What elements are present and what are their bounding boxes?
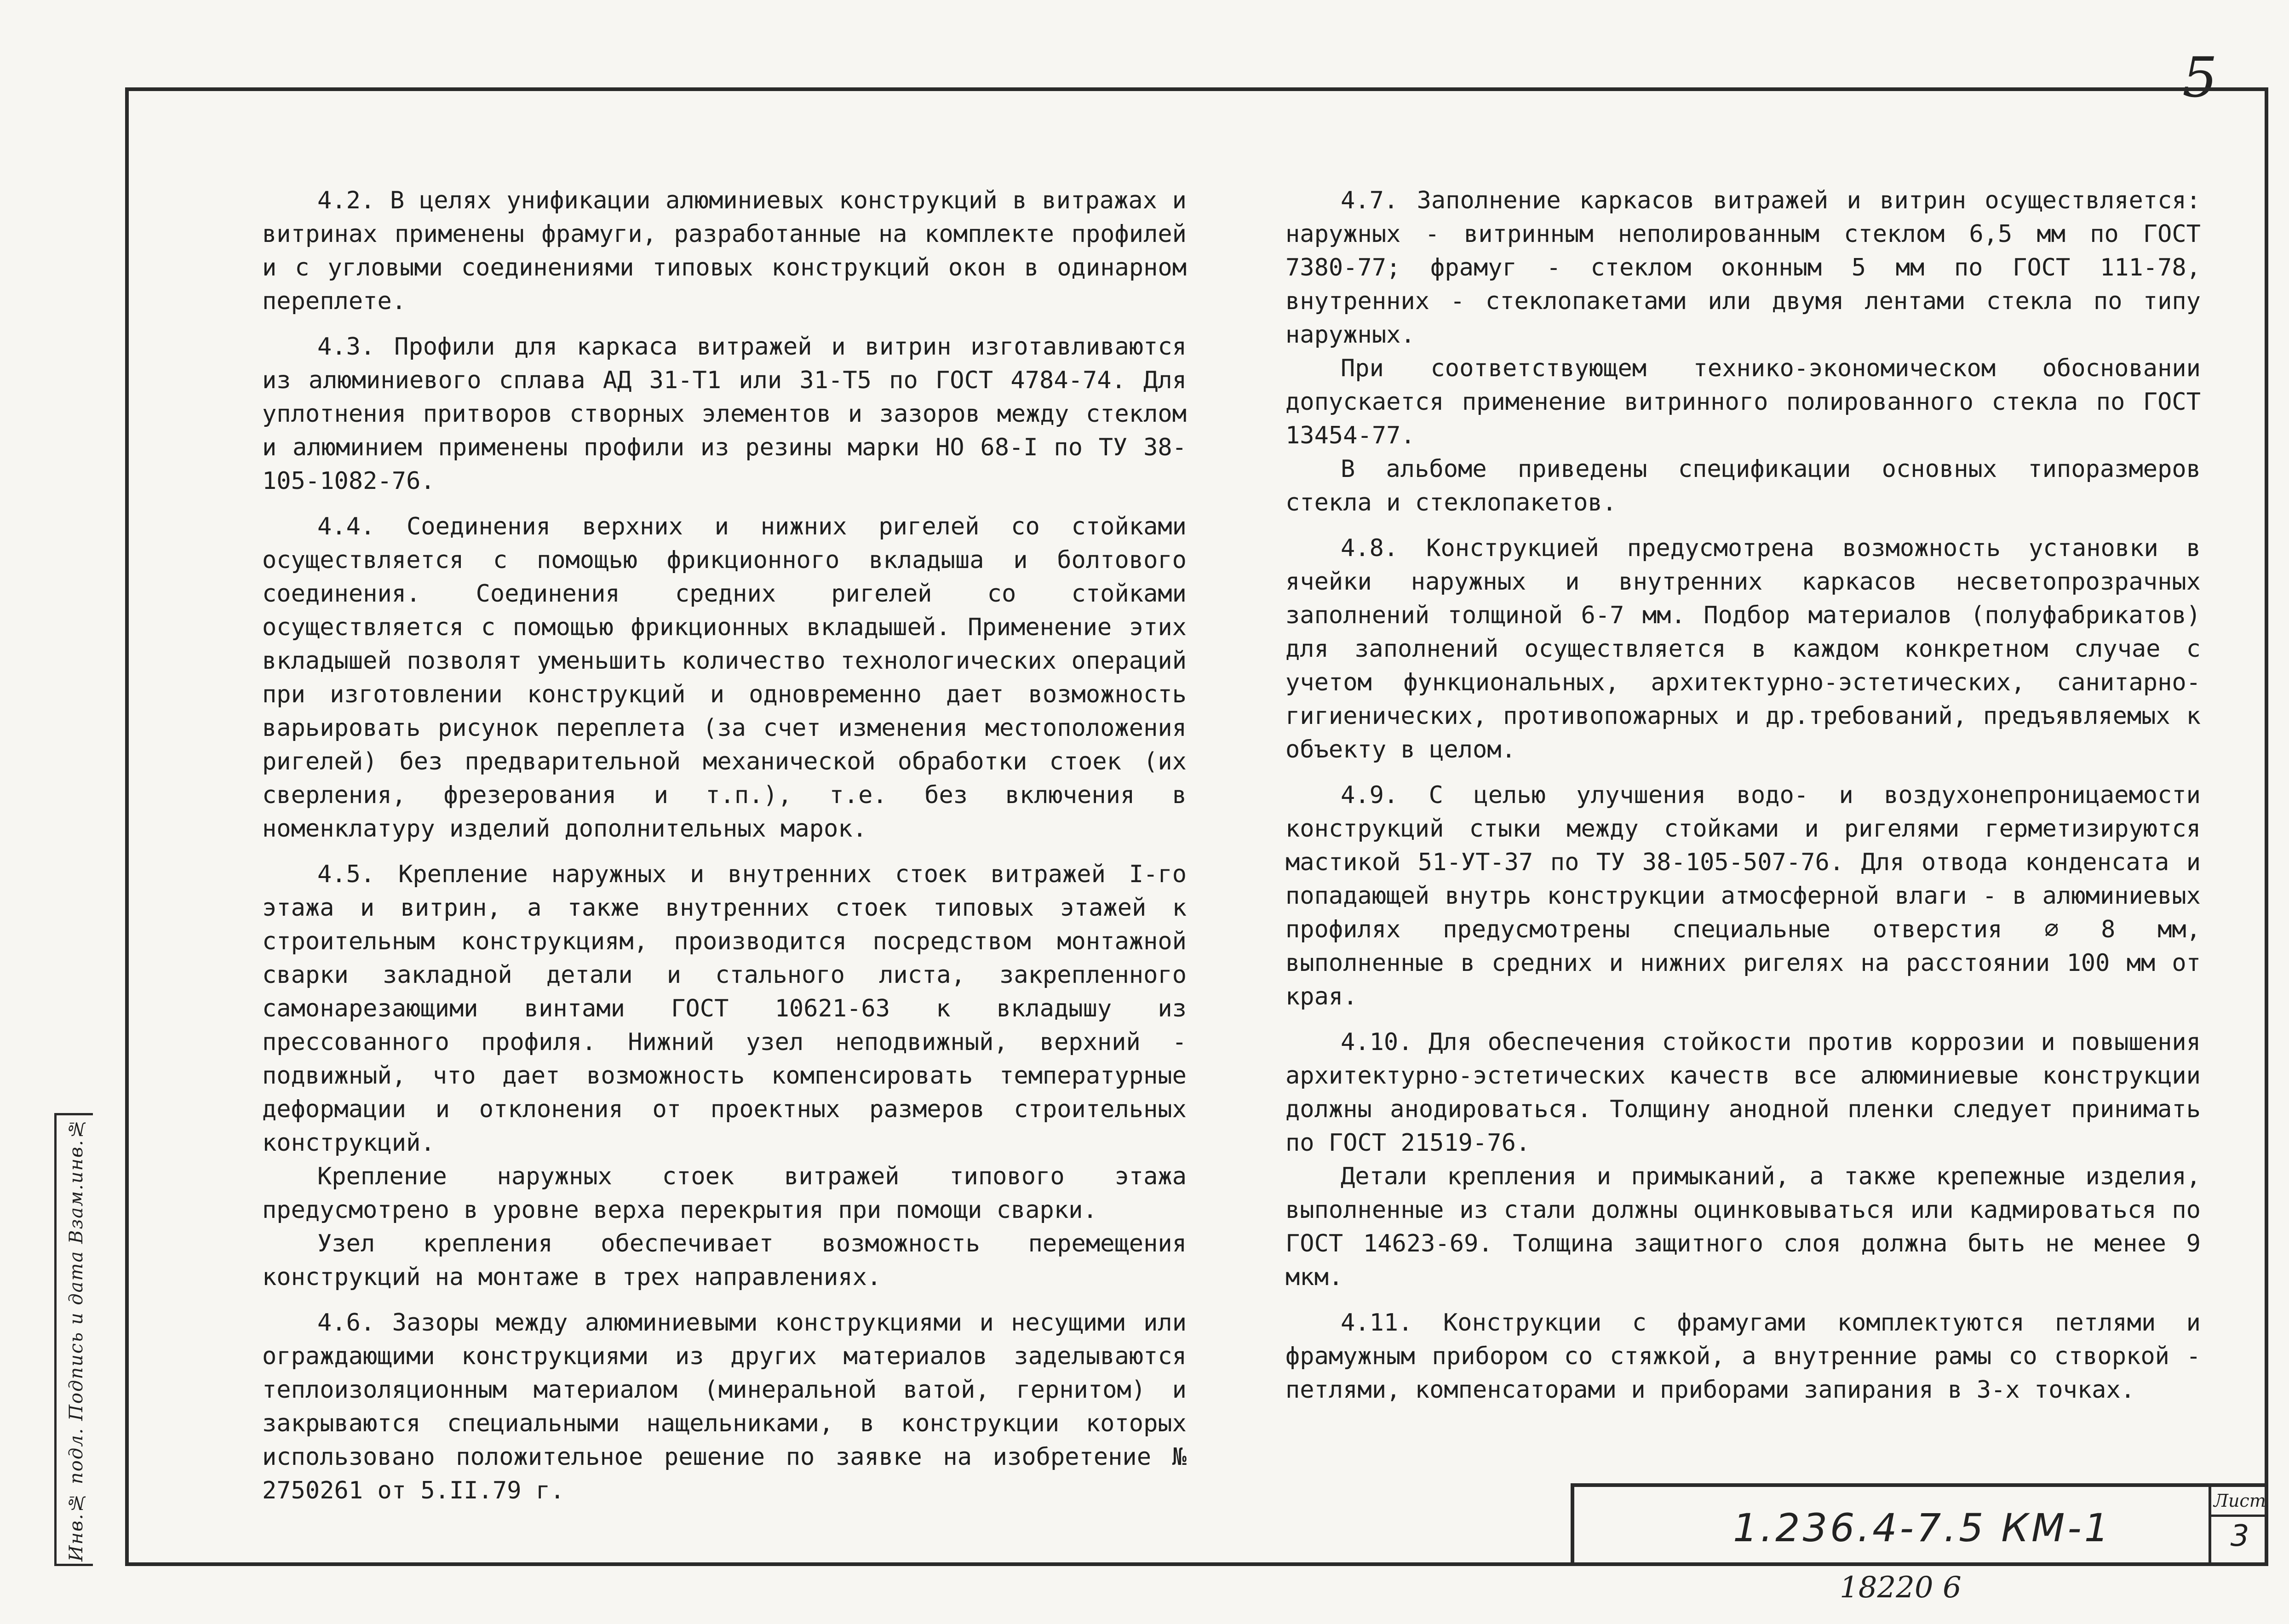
paragraph-4-4: 4.4. Соединения верхних и нижних ригелей со стойками осуществляется с помощью фрикционного вкладыша и болтового соединения. Соединения средних ригелей со стойками осуществляется с помощью фрикционных вкладышей. Применение этих вкладышей позволят уменьшить количество технологических операций при изготовлении конструкций и одновременно дает возможность варьировать рисунок переплета (за счет изменения местоположения ригелей) без предварительной механической обработки стоек (их сверления, фрезерования и т.п.), т.е. без включения в номенклатуру изделий дополнительных марок.: [262, 513, 1187, 843]
paragraph-4-3: 4.3. Профили для каркаса витражей и витрин изготавливаются из алюминиевого сплава АД 31-Т1 или 31-Т5 по ГОСТ 4784-74. Для уплотнения притворов створных элементов и зазоров между стеклом и алюминием применены профили из резины марки НО 68-I по ТУ 38-105-1082-76.: [262, 333, 1187, 495]
sheet-number: 3: [2230, 1519, 2249, 1553]
paragraph-4-11: 4.11. Конструкции с фрамугами комплектуются петлями и фрамужным прибором со стяжкой, а внутренние рамы со створкой - петлями, компенсаторами и приборами запирания в 3-х точках.: [1285, 1309, 2201, 1404]
title-block: [1571, 1483, 2268, 1566]
paragraph-4-5-cont-1: Крепление наружных стоек витражей типового этажа предусмотрено в уровне верха перекрытия при помощи сварки.: [262, 1163, 1187, 1224]
right-column: [1285, 184, 2201, 1419]
sheet-cell: [2209, 1487, 2268, 1566]
paragraph-4-10-cont: Детали крепления и примыканий, а также крепежные изделия, выполненные из стали должны оцинковываться или кадмироваться по ГОСТ 14623-69. Толщина защитного слоя должна быть не менее 9 мкм.: [1285, 1163, 2201, 1291]
paragraph-4-2: 4.2. В целях унификации алюминиевых конструкций в витражах и витринах применены фрамуги, разработанные на комплекте профилей и с угловыми соединениями типовых конструкций окон в одинарном переплете.: [262, 187, 1187, 315]
archive-number: 18220 6: [1840, 1571, 1962, 1605]
side-stamp: [54, 1113, 93, 1566]
paragraph-4-6: 4.6. Зазоры между алюминиевыми конструкциями и несущими или ограждающими конструкциями из других материалов заделываются теплоизоляционным материалом (минеральной ватой, гернитом) и закрываются специальными нащельниками, в конструкции которых использовано положительное решение по заявке на изобретение № 2750261 от 5.II.79 г.: [262, 1309, 1187, 1504]
left-column: [262, 184, 1187, 1520]
paragraph-4-8: 4.8. Конструкцией предусмотрена возможность установки в ячейки наружных и внутренних каркасов несветопрозрачных заполнений толщиной 6-7 мм. Подбор материалов (полуфабрикатов) для заполнений осуществляется в каждом конкретном случае с учетом функциональных, архитектурно-эстетических, санитарно-гигиенических, противопожарных и др.требований, предъявляемых к объекту в целом.: [1285, 534, 2201, 763]
paragraph-4-7-cont-1: При соответствующем технико-экономическом обосновании допускается применение витринного полированного стекла по ГОСТ 13454-77.: [1285, 355, 2201, 449]
paragraph-4-5-cont-2: Узел крепления обеспечивает возможность перемещения конструкций на монтаже в трех направлениях.: [262, 1230, 1187, 1291]
paragraph-4-5: 4.5. Крепление наружных и внутренних стоек витражей I-го этажа и витрин, а также внутренних стоек типовых этажей к строительным конструкциям, производится посредством монтажной сварки закладной детали и стального листа, закрепленного самонарезающими винтами ГОСТ 10621-63 к вкладышу из прессованного профиля. Нижний узел неподвижный, верхний - подвижный, что дает возможность компенсировать температурные деформации и отклонения от проектных размеров строительных конструкций.: [262, 861, 1187, 1157]
paragraph-4-7: 4.7. Заполнение каркасов витражей и витрин осуществляется: наружных - витринным неполированным стеклом 6,5 мм по ГОСТ 7380-77; фрамуг - стеклом оконным 5 мм по ГОСТ 111-78, внутренних - стеклопакетами или двумя лентами стекла по типу наружных.: [1285, 187, 2201, 349]
paragraph-4-9: 4.9. С целью улучшения водо- и воздухонепроницаемости конструкций стыки между стойками и ригелями герметизируются мастикой 51-УТ-37 по ТУ 38-105-507-76. Для отвода конденсата и попадающей внутрь конструкции атмосферной влаги - в алюминиевых профилях предусмотрены специальные отверстия ⌀ 8 мм, выполненные в средних и нижних ригелях на расстоянии 100 мм от края.: [1285, 781, 2201, 1010]
paragraph-4-7-cont-2: В альбоме приведены спецификации основных типоразмеров стекла и стеклопакетов.: [1285, 455, 2201, 516]
document-code: 1.236.4-7.5 КМ-1: [1733, 1505, 2112, 1550]
paragraph-4-10: 4.10. Для обеспечения стойкости против коррозии и повышения архитектурно-эстетических качеств все алюминиевые конструкции должны анодироваться. Толщину анодной пленки следует принимать по ГОСТ 21519-76.: [1285, 1028, 2201, 1157]
page-number-handwritten: 5: [2182, 46, 2218, 110]
side-stamp-text: Инв.№ подл. Подпись и дата Взам.инв.№: [66, 1117, 87, 1562]
sheet-label: Лист: [2211, 1487, 2268, 1517]
